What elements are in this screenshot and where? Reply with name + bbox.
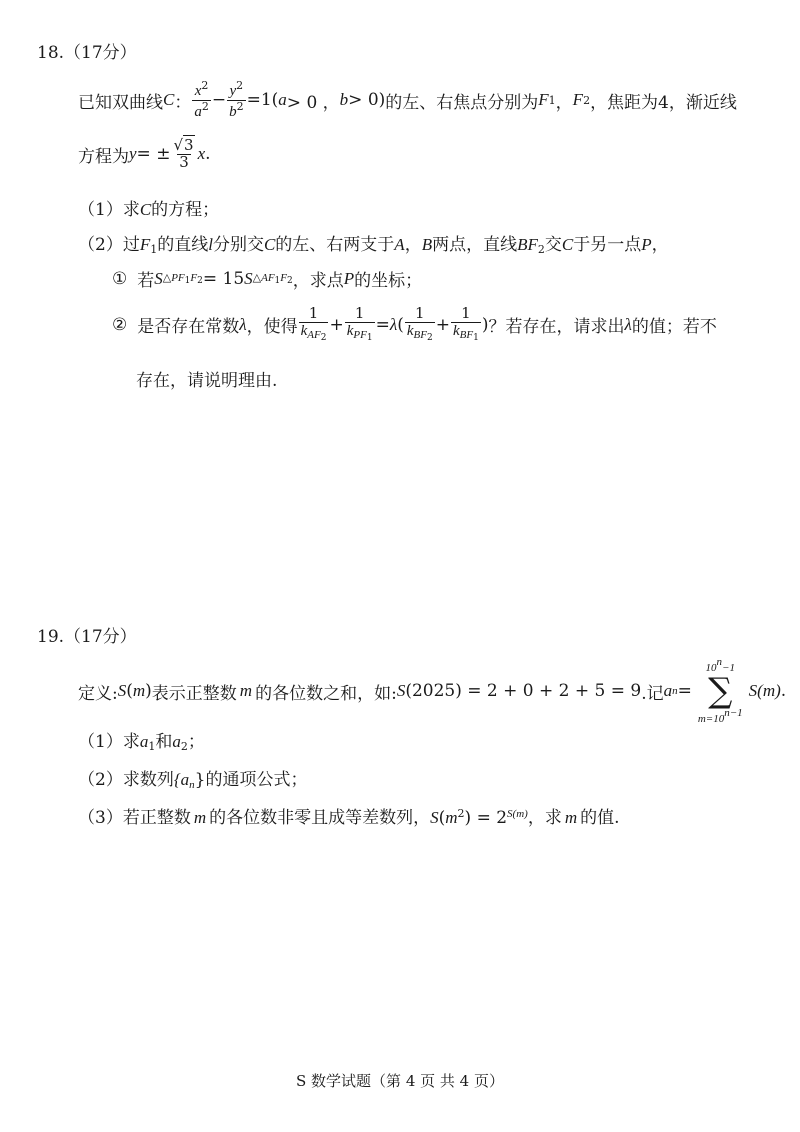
q18-part1 <box>78 195 219 220</box>
sub2-paren-close: ) <box>481 314 489 335</box>
frac-1-kAF2 <box>299 306 329 343</box>
p2-g: 交 <box>544 235 562 255</box>
eq-y: y <box>229 83 237 99</box>
p2-e: ， <box>404 235 422 255</box>
eq-minus: − <box>211 90 227 111</box>
sub1-S: S <box>154 268 163 288</box>
def-open: ( <box>126 681 133 701</box>
frac4-sub: BF <box>459 328 474 341</box>
frac4-k: k <box>452 322 460 339</box>
sub1-eq: = 15 <box>202 268 245 289</box>
q18-part1-var: C <box>139 200 152 219</box>
q18-intro-prefix: 已知双曲线 <box>78 92 163 113</box>
p2-B: B <box>421 235 433 254</box>
f1-sub: 1 <box>548 93 556 107</box>
cond-a-gt: > 0 ， <box>286 92 340 113</box>
sub2-lambda: λ <box>239 314 247 334</box>
eq-equals-one: =1 <box>246 90 272 111</box>
asym-eq: = ± <box>136 144 171 165</box>
sum-top-base: 10 <box>705 662 717 674</box>
q18-points: （17分） <box>64 43 137 63</box>
def-close: ) <box>145 681 152 701</box>
q19-p3-a: 若正整数 <box>122 808 191 828</box>
q19-p3-open: ( <box>438 808 446 828</box>
def-an: a <box>663 681 673 700</box>
sqrt-radicand: 3 <box>184 136 194 154</box>
frac3-num: 1 <box>415 304 425 322</box>
frac2-sub: PF <box>353 328 367 341</box>
q18-intro-line <box>78 80 737 121</box>
frac2-sub2: 1 <box>366 332 373 343</box>
q18-part1-text-b: 的方程； <box>151 200 220 220</box>
frac4-sub2: 1 <box>473 332 479 343</box>
sub1-label: ① <box>112 268 128 289</box>
q18-intro-mid: 的左、右焦点分别为 <box>385 92 539 113</box>
def-eq: = <box>677 681 692 701</box>
frac2-k: k <box>346 322 354 339</box>
cond-close: ) <box>378 90 386 111</box>
q19-p3-m2: m <box>445 808 458 827</box>
q18-colon: ： <box>174 92 192 113</box>
eq-x: x <box>194 83 202 99</box>
asym-end: . <box>205 144 211 165</box>
q19-p1-a2-sub: 2 <box>180 740 188 753</box>
sub2-plus-2: + <box>435 314 450 335</box>
frac-1-kPF1 <box>345 306 375 343</box>
sub2-a: 是否存在常数 <box>137 317 240 338</box>
def-c: 的各位数之和，如: <box>255 683 397 704</box>
q19-heading <box>37 622 137 647</box>
q19-part3-label: （3） <box>78 808 123 828</box>
q19-number: 19. <box>37 627 65 647</box>
sub1-a: 若 <box>137 271 155 291</box>
q19-p1-a2: a <box>172 732 181 751</box>
frac3-sub2: 2 <box>426 332 433 343</box>
sub1-S2-sub-2: 2 <box>287 276 293 286</box>
q18-part1-text-a: 求 <box>122 200 140 220</box>
frac3-k: k <box>406 322 414 339</box>
sub1-P: P <box>343 268 355 288</box>
q19-part1 <box>78 727 205 753</box>
sub1-S2: S <box>244 268 253 288</box>
p2-f-text: 两点，直线 <box>432 235 518 255</box>
q19-part1-label: （1） <box>78 732 123 752</box>
def-S: S <box>117 681 127 700</box>
q19-p3-m: m <box>193 808 207 827</box>
p2-P: P <box>641 235 652 254</box>
frac1-sub2: 2 <box>320 332 327 343</box>
q19-p3-close: ) <box>464 808 472 828</box>
sigma-icon: ∑ <box>708 671 733 711</box>
sum-term-S: S <box>748 681 758 700</box>
q19-part2-label: （2） <box>78 770 123 790</box>
q19-p1-a: 求 <box>122 732 140 752</box>
sub1-S-sub-F: F <box>190 272 198 284</box>
frac3-sub: BF <box>413 328 427 341</box>
f2-sub: 2 <box>583 93 591 107</box>
p2-BF: BF <box>517 235 538 254</box>
frac-1-kBF1 <box>451 306 481 343</box>
p2-d: 的左、右两支于 <box>275 235 395 255</box>
q19-p3-exp: S(m) <box>507 808 528 820</box>
frac-y2-b2: $\frac{y^2}{b^2}$ <box>229 79 244 120</box>
def-b: 表示正整数 <box>151 683 237 704</box>
cond-a: a <box>278 90 287 110</box>
p2-b: 的直线 <box>157 235 209 255</box>
sum-top-rest: −1 <box>722 662 735 674</box>
q18-sub2 <box>112 306 717 343</box>
q19-p1-a1-sub: 1 <box>148 740 156 753</box>
q18-sub1 <box>112 266 422 291</box>
asym-x: x <box>197 144 206 164</box>
p2-A: A <box>394 235 405 254</box>
def-example-rest: (2025) = 2 + 0 + 2 + 5 = 9 <box>405 681 642 701</box>
asym-prefix: 方程为 <box>78 146 129 167</box>
q18-part2-label: （2） <box>78 235 123 255</box>
q19-part3 <box>78 803 620 828</box>
f2-var: F <box>572 90 584 110</box>
q19-p3-c: ，求 <box>527 808 562 828</box>
q18-comma: ， <box>555 92 573 113</box>
p2-i: ， <box>651 235 669 255</box>
sub2-eq: = <box>375 314 390 335</box>
q19-p2-a: 求数列 <box>122 770 174 790</box>
p2-a: 过 <box>122 235 140 255</box>
q19-p3-m3: m <box>564 808 578 827</box>
sum-bottom <box>698 708 743 725</box>
frac4-num: 1 <box>461 304 471 322</box>
q19-p3-eq: = 2 <box>471 808 508 828</box>
sum-top-sup: n <box>716 656 723 668</box>
p2-l: l <box>208 235 213 254</box>
def-m2: m <box>239 681 253 700</box>
q18-sub2-cont: 存在，请说明理由. <box>136 371 278 391</box>
p2-c: 分别交 <box>212 235 264 255</box>
def-example-S: S <box>396 681 406 700</box>
f1-var: F <box>538 90 549 110</box>
frac1-k: k <box>300 322 308 339</box>
q19-def-line <box>78 657 786 725</box>
p2-f: F <box>139 235 151 254</box>
page-footer: S 数学试题（第 4 页 共 4 页） <box>296 1072 504 1090</box>
frac-den-3: 3 <box>179 152 189 171</box>
cond-open: ( <box>271 90 279 111</box>
q19-part2 <box>78 765 307 791</box>
q18-part1-label: （1） <box>78 200 123 220</box>
sub2-lambda2: λ <box>389 314 398 334</box>
frac-sqrt3-3 <box>171 138 196 171</box>
sum-bottom-eq: =10 <box>705 713 725 725</box>
sub2-lambda3: λ <box>624 314 632 334</box>
sum-bottom-sup: n−1 <box>724 707 743 719</box>
asym-y: y <box>129 144 137 164</box>
sub1-S-sub-1: 1 <box>184 276 191 286</box>
p2-h: 于另一点 <box>573 235 642 255</box>
sub2-d: 的值；若不 <box>631 317 717 338</box>
sqrt-sign: √ <box>173 136 184 154</box>
q19-p3-sq: 2 <box>457 807 465 820</box>
q18-heading <box>37 38 137 63</box>
sub1-S2-sub-1: 1 <box>274 276 281 286</box>
sub2-c: ？若存在，请求出 <box>488 317 625 338</box>
eq-a: a <box>194 103 202 120</box>
q19-p1-b: 和 <box>155 732 173 752</box>
q19-p3-S: S <box>430 808 439 827</box>
q19-p2-seq-close: } <box>194 770 206 790</box>
def-an-sub: n <box>672 685 678 697</box>
sub2-plus-1: + <box>329 314 344 335</box>
frac1-num: 1 <box>308 304 319 322</box>
sub2-b: ，使得 <box>246 317 298 338</box>
q19-p2-seq: {a <box>173 770 190 789</box>
sub1-S-sub-2: 2 <box>197 276 203 286</box>
q19-points: （17分） <box>64 627 137 647</box>
frac-x2-a2: $\frac{x^2}{a^2}$ <box>194 79 209 120</box>
sum-bottom-m: m <box>697 713 706 725</box>
def-m: m <box>132 681 146 700</box>
def-a: 定义: <box>78 683 118 704</box>
cond-b: b <box>339 90 349 110</box>
sub2-label: ② <box>112 314 128 335</box>
def-d: .记 <box>641 683 664 704</box>
sub1-b: ，求点 <box>292 271 344 291</box>
frac-1-kBF2 <box>405 306 435 343</box>
p2-BFsub: 2 <box>537 243 545 256</box>
q18-intro-end: ，焦距为4，渐近线 <box>590 92 737 113</box>
sub1-S2-sub-F: F <box>280 272 288 284</box>
p2-fsub: 1 <box>150 243 158 256</box>
sub1-S2-sub: △AF <box>252 272 275 284</box>
p2-C: C <box>263 235 276 254</box>
def-end: . <box>780 681 787 701</box>
q19-p3-b: 的各位数非零且成等差数列， <box>209 808 431 828</box>
sub2-paren-open: ( <box>397 314 404 335</box>
sum-term-rest: (m) <box>757 681 781 700</box>
q18-number: 18. <box>37 43 65 63</box>
eq-b: b <box>229 103 237 120</box>
p2-C2: C <box>561 235 574 254</box>
summation <box>698 657 743 725</box>
q19-p1-c: ； <box>187 732 205 752</box>
frac2-num: 1 <box>354 304 365 322</box>
q19-p1-a1: a <box>139 732 149 751</box>
frac1-sub: AF <box>307 328 321 341</box>
cond-b-gt: > 0 <box>348 90 379 111</box>
sub1-c: 的坐标； <box>354 271 423 291</box>
sub1-S-sub: △PF <box>162 272 185 284</box>
q19-p2-b: 的通项公式； <box>205 770 308 790</box>
q18-asymptote-line <box>78 138 211 171</box>
q19-p2-seq-sub: n <box>189 779 195 791</box>
q18-part2 <box>78 230 669 256</box>
q18-curve-var: C <box>163 90 175 110</box>
q19-p3-d: 的值. <box>580 808 620 828</box>
